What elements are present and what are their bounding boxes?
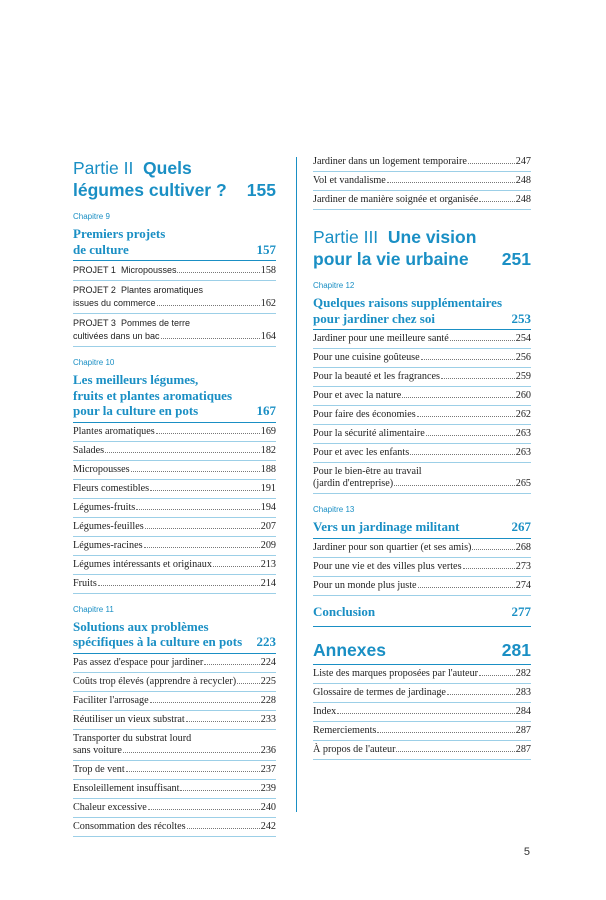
toc-entry[interactable]: [73, 654, 276, 673]
chapter-title-line: Premiers projets: [73, 226, 166, 241]
part-label: Partie II: [73, 158, 134, 178]
entry-page: 239: [260, 782, 276, 794]
entry-page: 263: [515, 447, 531, 458]
toc-entry[interactable]: [313, 349, 531, 368]
entry-page: 214: [260, 577, 276, 589]
chapter-title-line: Solutions aux problèmes: [73, 618, 209, 634]
entry-page: 228: [260, 694, 276, 706]
entry-title: Fleurs comestibles: [73, 482, 150, 494]
entry-page: 265: [515, 478, 531, 489]
entry-page: 282: [515, 667, 531, 679]
entry-title: Glossaire de termes de jardinage: [313, 686, 446, 698]
entry-page: 263: [515, 428, 531, 439]
chapter-title-line: de culture: [73, 241, 129, 257]
toc-entry[interactable]: [73, 711, 276, 730]
toc-entry[interactable]: [73, 673, 276, 692]
entry-title: Liste des marques proposées par l'auteur: [313, 667, 479, 679]
toc-entry[interactable]: [73, 499, 276, 518]
project-label: PROJET 2: [73, 285, 116, 295]
entry-title: Jardiner pour son quartier (et ses amis): [313, 541, 472, 553]
leader-dots: [447, 694, 515, 695]
leader-dots: [98, 585, 260, 586]
leader-dots: [136, 509, 259, 510]
toc-entry[interactable]: [313, 191, 531, 210]
toc-entry[interactable]: [73, 314, 276, 347]
toc-entry[interactable]: [313, 463, 531, 494]
entry-title: Plantes aromatiques: [73, 425, 155, 437]
toc-entry[interactable]: [73, 281, 276, 314]
entry-page: 274: [515, 579, 531, 591]
entry-title: Remerciements: [313, 724, 377, 736]
entry-page: 284: [515, 705, 531, 717]
toc-entry[interactable]: [73, 556, 276, 575]
entry-page: 242: [260, 820, 276, 832]
entry-title: Légumes intéressants et originaux: [73, 558, 212, 570]
entry-title: Pour une vie et des villes plus vertes: [313, 560, 462, 572]
entry-title: Salades: [73, 444, 105, 456]
entry-title: (jardin d'entreprise): [313, 478, 394, 489]
entry-page: 240: [260, 801, 276, 813]
entry-title: Vol et vandalisme: [313, 175, 386, 186]
project-label: PROJET 1: [73, 265, 116, 275]
project-label: PROJET 3: [73, 318, 116, 328]
leader-dots: [479, 201, 514, 202]
annexes-heading[interactable]: [313, 639, 531, 661]
column-divider: [296, 157, 297, 812]
chapter-label: Chapitre 11: [73, 604, 114, 614]
toc-entry[interactable]: [73, 537, 276, 556]
toc-entry[interactable]: [313, 330, 531, 349]
entry-page: 213: [260, 558, 276, 570]
entry-title: Pour et avec la nature: [313, 390, 402, 401]
chapter-page: 157: [256, 241, 276, 257]
toc-entry[interactable]: [73, 799, 276, 818]
leader-dots: [450, 340, 515, 341]
leader-dots: [463, 568, 515, 569]
leader-dots: [156, 433, 260, 434]
page-number: 5: [523, 846, 530, 858]
toc-entry[interactable]: [313, 153, 531, 172]
leader-dots: [150, 702, 260, 703]
entry-page: 260: [515, 390, 531, 401]
conclusion-title: Conclusion: [313, 603, 376, 619]
entry-title: issues du commerce: [73, 298, 156, 308]
entry-title: Pour une cuisine goûteuse: [313, 352, 420, 363]
entry-page: 207: [260, 520, 276, 532]
entry-title: Micropousses: [73, 463, 130, 475]
entry-title-line: Transporter du substrat lourd: [73, 732, 192, 744]
toc-entry[interactable]: [313, 684, 531, 703]
entry-title: Pour un monde plus juste: [313, 579, 417, 591]
leader-dots: [394, 485, 515, 486]
chapter-12-title[interactable]: [313, 295, 531, 326]
chapter-9-entries: [73, 261, 276, 347]
entry-title: Plantes aromatiques: [120, 285, 203, 295]
entry-title: cultivées dans un bac: [73, 331, 160, 341]
part-title: Une vision: [387, 227, 477, 247]
part-title: pour la vie urbaine: [313, 249, 469, 269]
entry-title: [73, 264, 176, 277]
annexes-entries: [313, 665, 531, 760]
entry-title: Faciliter l'arrosage: [73, 694, 149, 706]
leader-dots: [213, 566, 260, 567]
entry-title-text: Micropousses: [120, 265, 177, 275]
chapter-label: Chapitre 12: [313, 281, 355, 290]
part-title: légumes cultiver ?: [73, 180, 227, 200]
entry-page: 224: [260, 656, 276, 668]
leader-dots: [387, 182, 515, 183]
part-3-heading[interactable]: [313, 226, 531, 270]
leader-dots: [417, 416, 515, 417]
chapter-title-line: Quelques raisons supplémentaires: [313, 295, 503, 310]
leader-dots: [123, 752, 260, 753]
chapter-13-title[interactable]: [313, 519, 531, 535]
entry-title: sans voiture: [73, 744, 122, 756]
toc-entry[interactable]: [313, 387, 531, 406]
leader-dots: [472, 549, 514, 550]
chapter-page: 267: [511, 519, 531, 534]
entry-title-line: [73, 317, 276, 330]
chapter-title-line: fruits et plantes aromatiques: [73, 387, 233, 403]
chapter-10-entries: [73, 423, 276, 594]
toc-entry[interactable]: [73, 461, 276, 480]
entry-title: Trop de vent: [73, 763, 125, 775]
leader-dots: [148, 809, 260, 810]
chapter-12-entries: [313, 330, 531, 494]
entry-title: Pas assez d'espace pour jardiner: [73, 656, 204, 668]
chapter-11-continued-entries: [313, 153, 531, 210]
entry-title: Consommation des récoltes: [73, 820, 186, 832]
chapter-11-title[interactable]: [73, 619, 276, 650]
toc-entry[interactable]: [313, 722, 531, 741]
chapter-9-title[interactable]: [73, 226, 276, 257]
leader-dots: [479, 675, 515, 676]
toc-entry[interactable]: [313, 172, 531, 191]
entry-title: À propos de l'auteur: [313, 743, 396, 755]
entry-page: 287: [515, 724, 531, 736]
entry-title: Ensoleillement insuffisant: [73, 782, 180, 794]
entry-title: Jardiner dans un logement temporaire: [313, 156, 467, 167]
entry-title-line: [73, 284, 276, 297]
toc-entry[interactable]: [313, 406, 531, 425]
leader-dots: [177, 272, 259, 273]
toc-entry[interactable]: [73, 480, 276, 499]
entry-title: Pour la beauté et les fragrances: [313, 371, 441, 382]
entry-title: Pommes de terre: [120, 318, 190, 328]
toc-entry[interactable]: [313, 368, 531, 387]
leader-dots: [161, 338, 260, 339]
leader-dots: [468, 163, 515, 164]
chapter-title-line: Les meilleurs légumes,: [73, 372, 199, 387]
leader-dots: [145, 528, 260, 529]
entry-title: Fruits: [73, 577, 97, 589]
leader-dots: [150, 490, 260, 491]
entry-page: 158: [260, 265, 276, 276]
entry-page: 248: [515, 175, 531, 186]
chapter-page: 253: [511, 310, 531, 326]
leader-dots: [187, 828, 260, 829]
entry-title: Pour la sécurité alimentaire: [313, 428, 425, 439]
conclusion-entry[interactable]: [313, 604, 531, 627]
chapter-label: Chapitre 13: [313, 505, 355, 514]
chapter-13-entries: [313, 539, 531, 596]
chapter-10-title[interactable]: [73, 372, 276, 419]
leader-dots: [126, 771, 260, 772]
entry-page: 225: [260, 675, 276, 687]
entry-title: Chaleur excessive: [73, 801, 147, 813]
entry-page: 209: [260, 539, 276, 551]
chapter-11-entries: [73, 654, 276, 837]
leader-dots: [337, 713, 515, 714]
leader-dots: [105, 452, 260, 453]
part-page: 155: [246, 180, 276, 200]
entry-page: 237: [260, 763, 276, 775]
entry-title-line: Pour le bien-être au travail: [313, 466, 422, 477]
entry-page: 162: [260, 298, 276, 309]
toc-entry[interactable]: [313, 741, 531, 760]
entry-page: 254: [515, 333, 531, 344]
entry-page: 287: [515, 743, 531, 755]
toc-entry[interactable]: [313, 703, 531, 722]
entry-page: 268: [515, 541, 531, 553]
chapter-page: 223: [256, 634, 276, 649]
entry-title: Pour faire des économies: [313, 409, 416, 420]
leader-dots: [418, 587, 515, 588]
toc-entry[interactable]: [313, 577, 531, 596]
entry-page: 233: [260, 713, 276, 725]
chapter-title-line: pour jardiner chez soi: [313, 310, 435, 326]
toc-entry[interactable]: [73, 730, 276, 761]
toc-entry[interactable]: [73, 818, 276, 837]
entry-page: 273: [515, 560, 531, 572]
entry-title: Coûts trop élevés (apprendre à recycler): [73, 675, 237, 687]
leader-dots: [426, 435, 515, 436]
entry-title: Légumes-racines: [73, 539, 143, 551]
leader-dots: [421, 359, 515, 360]
part-label: Partie III: [313, 227, 379, 247]
leader-dots: [144, 547, 260, 548]
leader-dots: [402, 397, 514, 398]
leader-dots: [157, 305, 260, 306]
chapter-title-line: Vers un jardinage militant: [313, 519, 460, 534]
leader-dots: [180, 790, 259, 791]
chapter-label: Chapitre 10: [73, 358, 115, 367]
entry-page: 191: [260, 482, 276, 494]
entry-page: 262: [515, 409, 531, 420]
entry-page: 164: [260, 331, 276, 342]
entry-page: 236: [260, 744, 276, 756]
entry-page: 248: [515, 194, 531, 205]
entry-page: 182: [260, 444, 276, 456]
part-page: 251: [501, 249, 531, 269]
entry-title: Réutiliser un vieux substrat: [73, 713, 185, 725]
toc-entry[interactable]: [73, 575, 276, 594]
entry-page: 169: [260, 425, 276, 437]
leader-dots: [204, 664, 259, 665]
entry-page: 259: [515, 371, 531, 382]
toc-right-column: [313, 153, 531, 760]
entry-page: 283: [515, 686, 531, 698]
toc-entry[interactable]: [313, 444, 531, 463]
leader-dots: [377, 732, 514, 733]
entry-title: Légumes-fruits: [73, 501, 136, 513]
toc-left-column: [73, 157, 276, 837]
annexes-title: Annexes: [313, 639, 386, 660]
leader-dots: [237, 683, 260, 684]
toc-entry[interactable]: [73, 518, 276, 537]
entry-page: 247: [515, 156, 531, 167]
entry-title: Jardiner pour une meilleure santé: [313, 333, 449, 344]
conclusion-page: 277: [511, 603, 531, 619]
leader-dots: [410, 454, 515, 455]
toc-entry[interactable]: [73, 423, 276, 442]
entry-page: 188: [260, 463, 276, 475]
annexes-page: 281: [501, 639, 531, 660]
toc-entry[interactable]: [73, 780, 276, 799]
chapter-label: Chapitre 9: [73, 212, 110, 221]
chapter-page: 167: [256, 403, 276, 418]
part-2-heading[interactable]: [73, 157, 276, 201]
entry-page: 256: [515, 352, 531, 363]
entry-title: Jardiner de manière soignée et organisée: [313, 194, 479, 205]
toc-entry[interactable]: [313, 665, 531, 684]
leader-dots: [441, 378, 515, 379]
toc-entry[interactable]: [73, 692, 276, 711]
toc-entry[interactable]: [313, 558, 531, 577]
toc-entry[interactable]: [73, 442, 276, 461]
toc-entry[interactable]: [73, 761, 276, 780]
entry-title: Pour et avec les enfants: [313, 447, 410, 458]
chapter-title-line: spécifiques à la culture en pots: [73, 634, 243, 649]
toc-entry[interactable]: [313, 539, 531, 558]
toc-entry[interactable]: [313, 425, 531, 444]
toc-entry[interactable]: [73, 261, 276, 281]
part-title: Quels: [143, 158, 192, 178]
leader-dots: [396, 751, 514, 752]
entry-page: 194: [260, 501, 276, 513]
leader-dots: [131, 471, 260, 472]
entry-title: Légumes-feuilles: [73, 520, 144, 532]
chapter-title-line: pour la culture en pots: [73, 403, 199, 418]
leader-dots: [186, 721, 260, 722]
entry-title: Index: [313, 705, 337, 717]
